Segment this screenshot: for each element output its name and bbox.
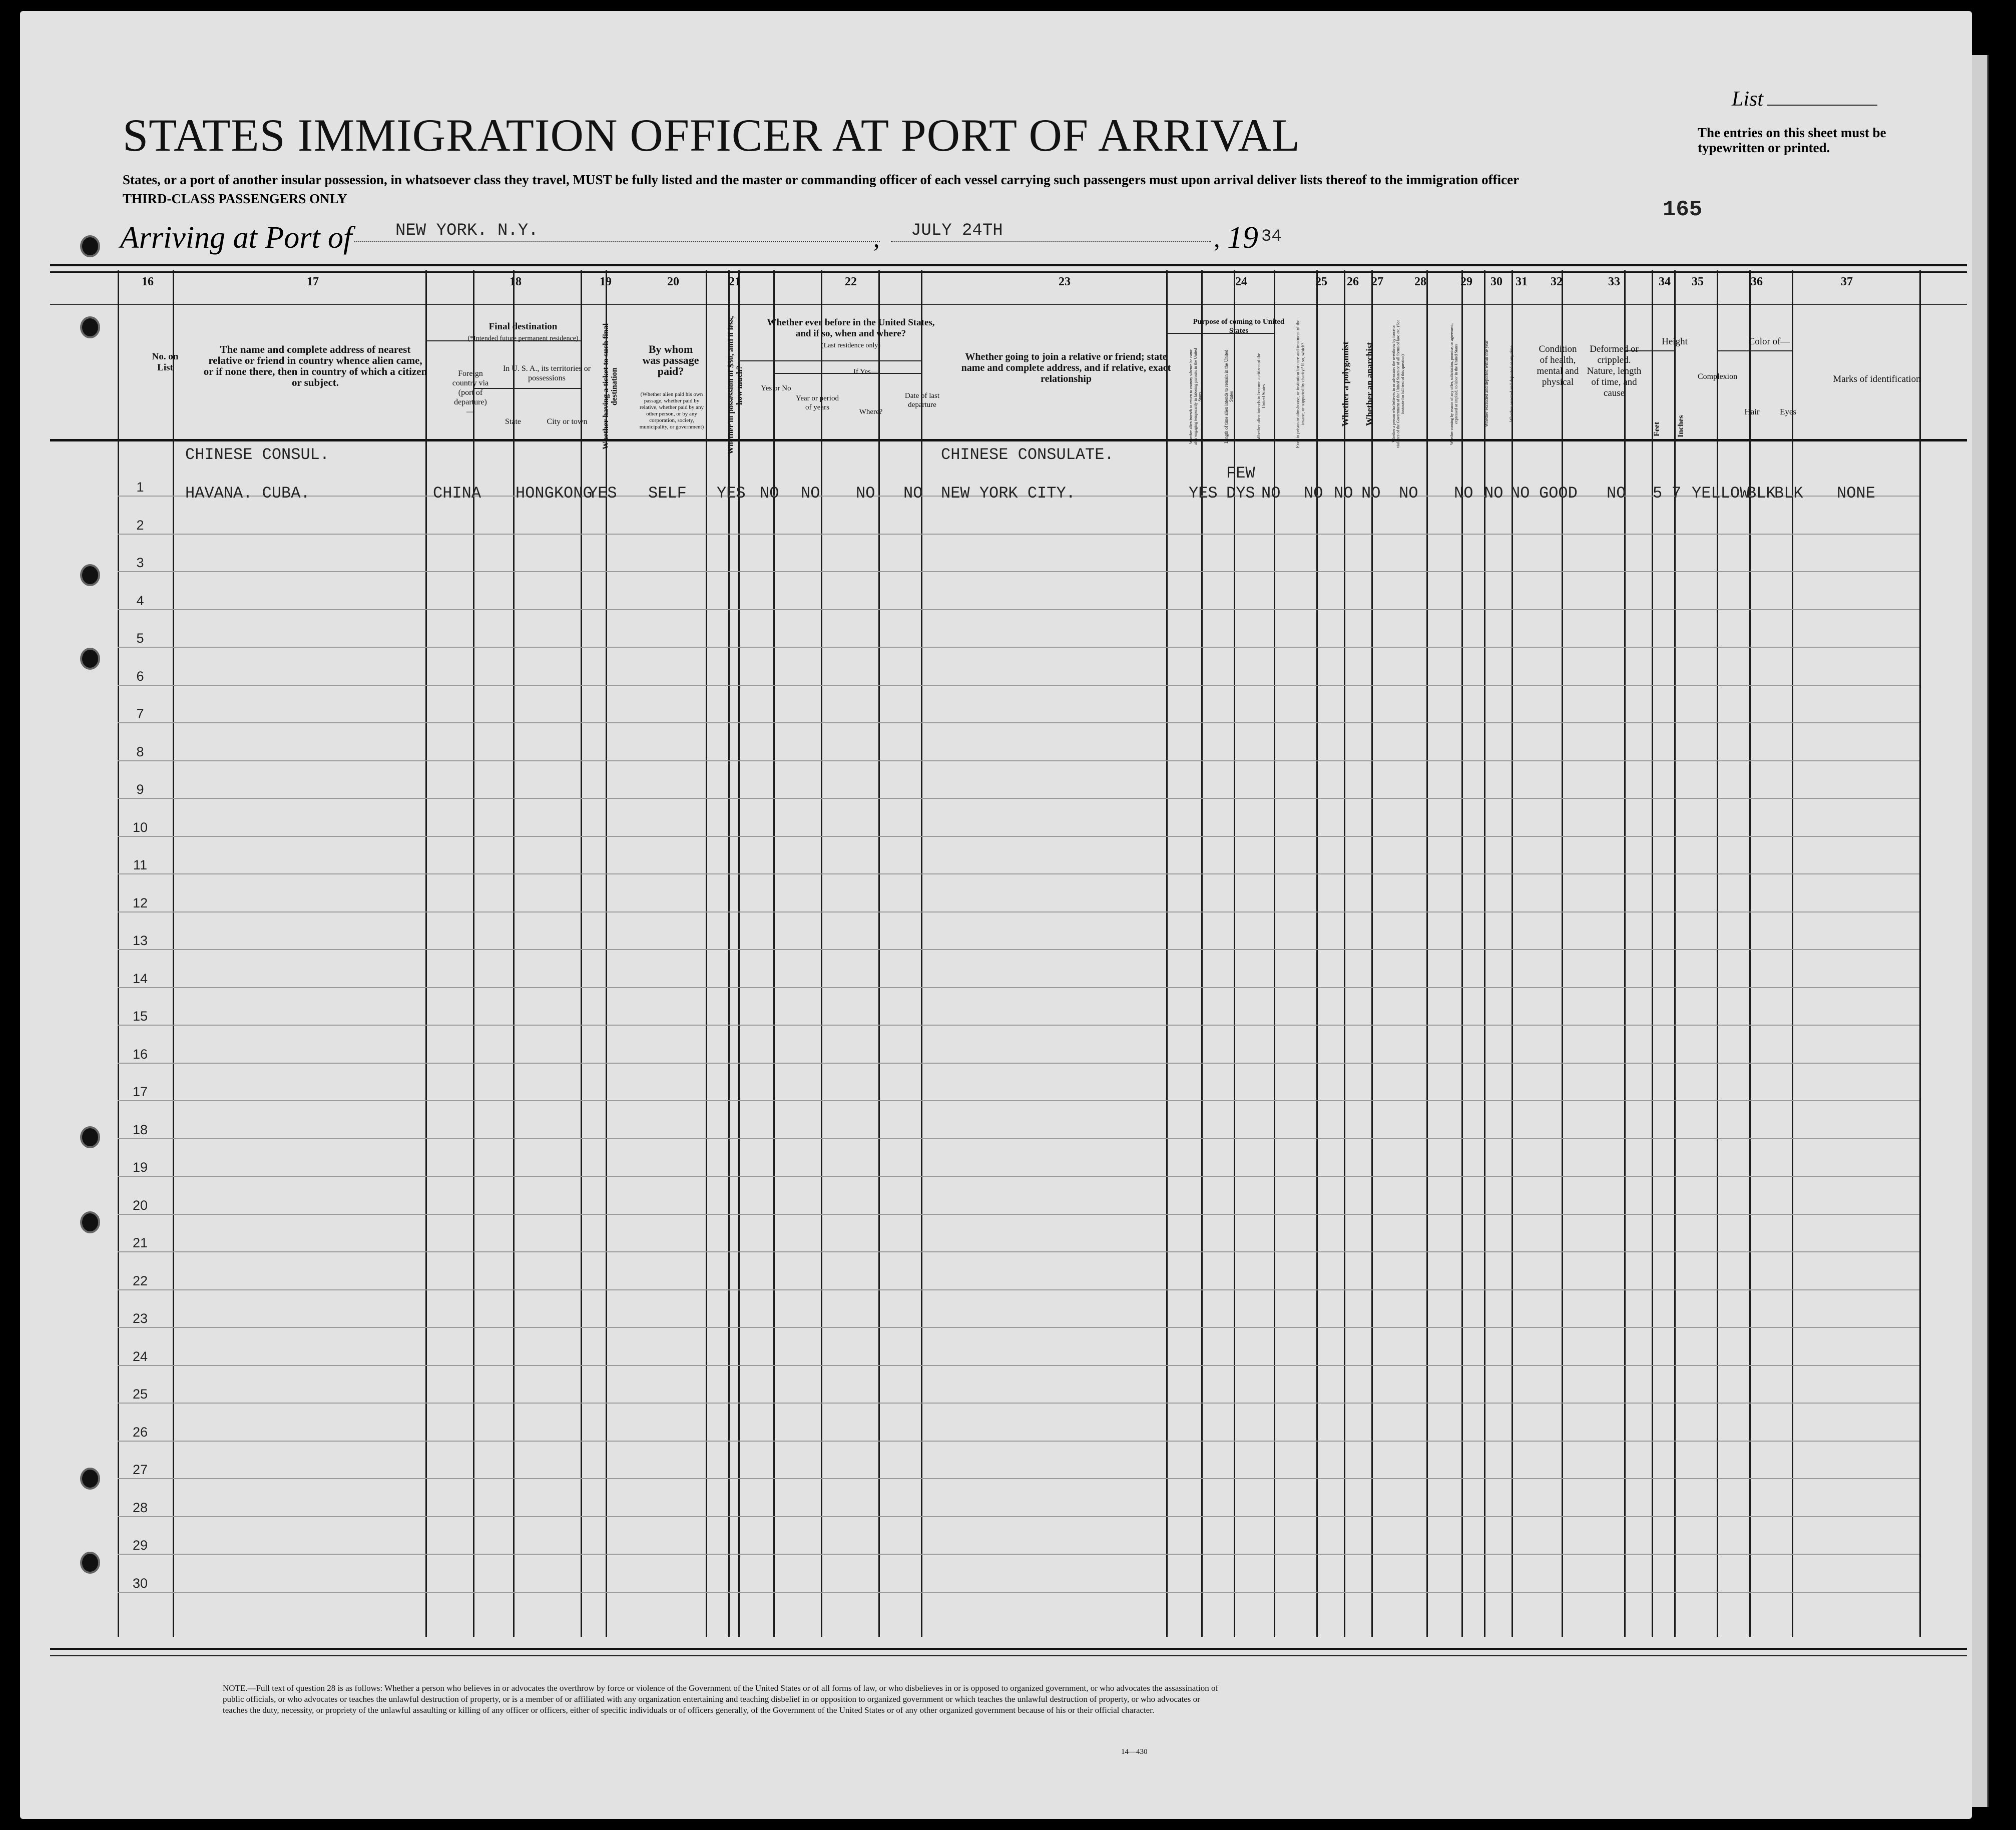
row-number: 27 [132,1462,148,1477]
column-divider [773,270,775,1637]
row-number: 18 [132,1122,148,1137]
col-num-23: 23 [1059,275,1071,288]
column-divider [1371,270,1373,1637]
col24-title: Purpose of coming to United States [1193,318,1285,335]
col36-hair: Hair [1744,407,1760,416]
year-prefix: 19 [1227,221,1258,255]
column-divider [1484,270,1485,1637]
column-divider [1562,270,1563,1637]
col35-header: Complexion [1698,372,1738,381]
port-field [354,241,880,242]
row-number: 24 [132,1348,148,1364]
col18-city: City or town [547,417,588,426]
col23-header: Whether going to join a relative or friend; state name and complete address, and if relative, exact relationship [961,351,1171,384]
col-num-36: 36 [1751,275,1763,288]
complexion: YELLOW [1692,484,1750,503]
column-divider [821,270,822,1637]
col-num-24: 24 [1235,275,1247,288]
column-divider [1201,270,1203,1637]
col-no-on-list-header: No. on List [152,351,179,373]
col18-usa: In U. S. A., its territories or possessions [502,364,591,382]
row-line [118,836,1919,837]
relative-address: HAVANA. CUBA. [185,484,310,503]
col34-inches: Inches [1677,415,1685,438]
row-line [118,685,1919,686]
row-line [118,1138,1919,1139]
col-num-18: 18 [510,275,522,288]
row-number: 9 [136,782,144,797]
page-title: STATES IMMIGRATION OFFICER AT PORT OF ARRIVAL [123,110,1300,161]
row-line [118,1478,1919,1479]
health: GOOD [1539,484,1578,503]
col17-header: The name and complete address of nearest relative or friend in country whence alien came, or if none there, then in country of which a citizen or subject. [203,343,427,388]
row-number: 22 [132,1273,148,1288]
row-number: 25 [132,1387,148,1402]
been-before: NO [760,484,779,503]
column-divider [606,270,607,1637]
col-num-29: 29 [1460,275,1472,288]
col28-header: Whether a person who believes in or advocates the overthrow by force or violence of the Government of the United States or of all forms of law, etc. (See footnote for full text of this question) [1391,319,1405,448]
column-divider [1511,270,1513,1637]
column-divider [1461,270,1463,1637]
row-number: 14 [132,971,148,986]
column-divider [1674,270,1676,1637]
row-line [118,1441,1919,1442]
column-divider [1717,270,1718,1637]
row-number: 2 [136,517,144,533]
row-line [118,987,1919,988]
row-line [118,571,1919,572]
row-number: 3 [136,555,144,570]
row-line [118,609,1919,610]
column-divider [1792,270,1793,1637]
row-line [118,1554,1919,1555]
column-divider [1274,270,1275,1637]
row-line [118,1214,1919,1215]
row-number: 28 [132,1500,148,1515]
col-num-25: 25 [1315,275,1327,288]
column-divider [173,270,174,1637]
row-line [118,911,1919,912]
prison: NO [1304,484,1323,503]
row-number: 6 [136,668,144,684]
col27-header: Whether an anarchist [1364,342,1374,426]
foreign-country: CHINA [433,484,481,503]
anarchist: NO [1361,484,1381,503]
form-number: 14—430 [1121,1748,1148,1756]
col18-title: Final destination (*Intended future permanent residence) [467,321,579,342]
column-divider [728,270,730,1637]
column-divider [1426,270,1428,1637]
col37-header: Marks of identification [1833,374,1921,384]
deported: NO [1510,484,1530,503]
row-line [118,1365,1919,1366]
column-divider [473,270,474,1637]
col34-feet: Feet [1653,421,1661,436]
column-divider [1749,270,1751,1637]
money: YES [717,484,746,503]
row-line [118,1063,1919,1064]
subheader-line [738,360,921,361]
row-line [118,1516,1919,1517]
row-number: 8 [136,744,144,759]
page-number: 165 [1663,197,1703,222]
row-line [118,760,1919,761]
citizen: NO [1261,484,1281,503]
col24-c: Whether alien intends to become a citizen of the United States [1256,353,1266,440]
column-divider [1652,270,1653,1637]
class-label: THIRD-CLASS PASSENGERS ONLY [123,191,347,206]
years: NO [801,484,820,503]
col34-title: Height [1662,336,1688,347]
col-num-19: 19 [600,275,612,288]
col-num-26: 26 [1347,275,1359,288]
row-line [118,1403,1919,1404]
row-line [118,1327,1919,1328]
eyes: BLK [1774,484,1803,503]
ticket: YES [588,484,617,503]
row-number: 12 [132,895,148,910]
col24-b: Length of time alien intends to remain in the United States [1224,349,1234,443]
comma: , [873,224,880,252]
overthrow: NO [1399,484,1418,503]
row-line [118,1289,1919,1290]
labor-offer: NO [1454,484,1473,503]
col21-header: Whether in possession of $50, and if less, how much? [727,316,744,454]
col20-title: By whom was passage paid? [642,343,699,377]
col-num-34: 34 [1659,275,1671,288]
row-line [118,647,1919,648]
polygamist: NO [1334,484,1353,503]
row-number: 20 [132,1197,148,1213]
col-num-35: 35 [1692,275,1704,288]
where: NO [856,484,875,503]
col-num-16: 16 [142,275,154,288]
port-value: NEW YORK. N.Y. [395,221,539,240]
row-number: 16 [132,1046,148,1062]
col36-title: Color of— [1748,336,1790,347]
col22-date: Date of last departure [904,392,940,409]
row-number: 5 [136,631,144,646]
col20-note: (Whether alien paid his own passage, whether paid by relative, whether paid by any other person, or by any corporation, society, municipality, or government) [639,391,704,430]
column-divider [1624,270,1626,1637]
row-number: 15 [132,1009,148,1024]
year-suffix: 34 [1261,227,1282,246]
marks: NONE [1837,484,1875,503]
row-number: 30 [132,1575,148,1591]
col18-state: State [505,417,521,426]
col-num-17: 17 [307,275,319,288]
row-number: 13 [132,933,148,948]
list-label: List [1732,87,1877,111]
row-line [118,1100,1919,1101]
row-line [118,534,1919,535]
row-number: 23 [132,1311,148,1326]
excluded: NO [1484,484,1503,503]
col-num-30: 30 [1490,275,1502,288]
row-line [118,1592,1919,1593]
col29-header: Whether coming by reason of any offer, solicitation, promise, or agreement, expressed or implied, to labor in the United States [1449,323,1458,445]
row-number: 29 [132,1538,148,1553]
col31-header: Whether arrested and deported at any time [1509,345,1514,422]
height-inches: 7 [1672,484,1682,503]
column-divider [921,270,922,1637]
joining-name: CHINESE CONSULATE. [941,445,1114,464]
row-line [118,798,1919,799]
row-line [118,1251,1919,1252]
row-line [118,1025,1919,1026]
manifest-table [50,264,1967,1660]
col22-where: Where? [859,408,883,416]
col26-header: Whether a polygamist [1340,341,1350,426]
col18-foreign: Foreign country via (port of departure)— [452,369,489,416]
punch-hole [80,235,100,257]
footnote: NOTE.—Full text of question 28 is as follows: Whether a person who believes in or advocates the overthrow by force or violence of the Government of the United States or of all forms of law, or who disbelieves in or is opposed to organized government, or who advocates the assassination of public officials, or who advocates or teaches the unlawful destruction of property, or is a member of or affiliated with any organization entertaining and teaching disbelief in or opposition to organized government or which teaches the unlawful destruction of property, or who advocates or teaches the duty, necessity, or propriety of the unlawful assaulting or killing of any officer or officers, either of specific individuals or of officers generally, of the Government of the United States or of any other organized government because of his or their official character. [223,1683,1219,1715]
col-num-21: 21 [729,275,741,288]
col24-a: Whether alien intends to return to country whence he came after engaging temporarily in laboring pursuits in the United States [1189,348,1202,445]
col32-header: Condition of health, mental and physical [1537,344,1579,387]
col-num-27: 27 [1371,275,1383,288]
col-num-37: 37 [1841,275,1853,288]
length-line1: FEW [1226,464,1255,483]
column-divider [1316,270,1318,1637]
col30-header: Whether excluded and deported within one year [1484,340,1489,427]
col-num-31: 31 [1516,275,1528,288]
column-divider [581,270,582,1637]
departure: NO [903,484,923,503]
col22-yes-no: Yes or No [761,384,791,392]
destination-city: HONGKONG [516,484,593,503]
subheader-line [1717,350,1792,351]
arriving-label: Arriving at Port of [120,221,352,255]
date-field [891,241,1211,242]
relative-name: CHINESE CONSUL. [185,445,330,464]
column-divider [878,270,880,1637]
column-divider [1344,270,1345,1637]
column-divider [118,270,119,1637]
row-line [118,873,1919,874]
col-num-33: 33 [1608,275,1620,288]
return: YES [1189,484,1218,503]
row-number: 19 [132,1160,148,1175]
comma: , [1214,224,1220,252]
col25-header: Ever in prison or almshouse, or institution for care and treatment of the insane, or supported by charity? If so, which? [1295,319,1305,448]
col36-eyes: Eyes [1779,407,1797,416]
column-divider [738,270,740,1637]
row-line [118,722,1919,723]
row-number: 7 [136,706,144,721]
row-number: 4 [136,593,144,608]
height-feet: 5 [1653,484,1663,503]
col22-if-yes: If Yes— [853,368,878,376]
col19-header: Whether having a ticket to such final destination [602,323,619,450]
col-num-22: 22 [845,275,857,288]
instruction-text: States, or a port of another insular possession, in whatsoever class they travel, MUST be fully listed and the master or commanding officer of each vessel carrying such passengers must upon arrival deliver lists thereof to the immigration officer [123,172,1520,187]
deformed: NO [1607,484,1626,503]
column-divider [513,270,515,1637]
row-number: 17 [132,1084,148,1099]
col-num-20: 20 [667,275,679,288]
row-number: 11 [133,857,148,872]
row-line [118,949,1919,950]
row-number: 1 [136,480,144,495]
hair: BLK [1747,484,1776,503]
length-line2: DYS [1226,484,1255,503]
passage-paid: SELF [648,484,687,503]
column-divider [425,270,427,1637]
col-num-28: 28 [1414,275,1426,288]
col22-title: Whether ever before in the United States, and if so, when and where? (Last residence only) [767,317,935,349]
joining-address: NEW YORK CITY. [941,484,1076,503]
column-divider [1919,270,1921,1637]
date-value: JULY 24TH [911,221,1003,240]
col-num-32: 32 [1551,275,1563,288]
row-number: 21 [132,1235,148,1250]
col22-year: Year or period of years [796,394,839,411]
typewritten-note: The entries on this sheet must be typewritten or printed. [1698,125,1886,155]
row-line [118,1176,1919,1177]
manifest-sheet [20,11,1972,1819]
column-divider [1166,270,1168,1637]
row-number: 26 [132,1424,148,1440]
column-divider [706,270,707,1637]
row-number: 10 [132,819,148,835]
col33-header: Deformed or crippled. Nature, length of time, and cause [1587,344,1642,398]
